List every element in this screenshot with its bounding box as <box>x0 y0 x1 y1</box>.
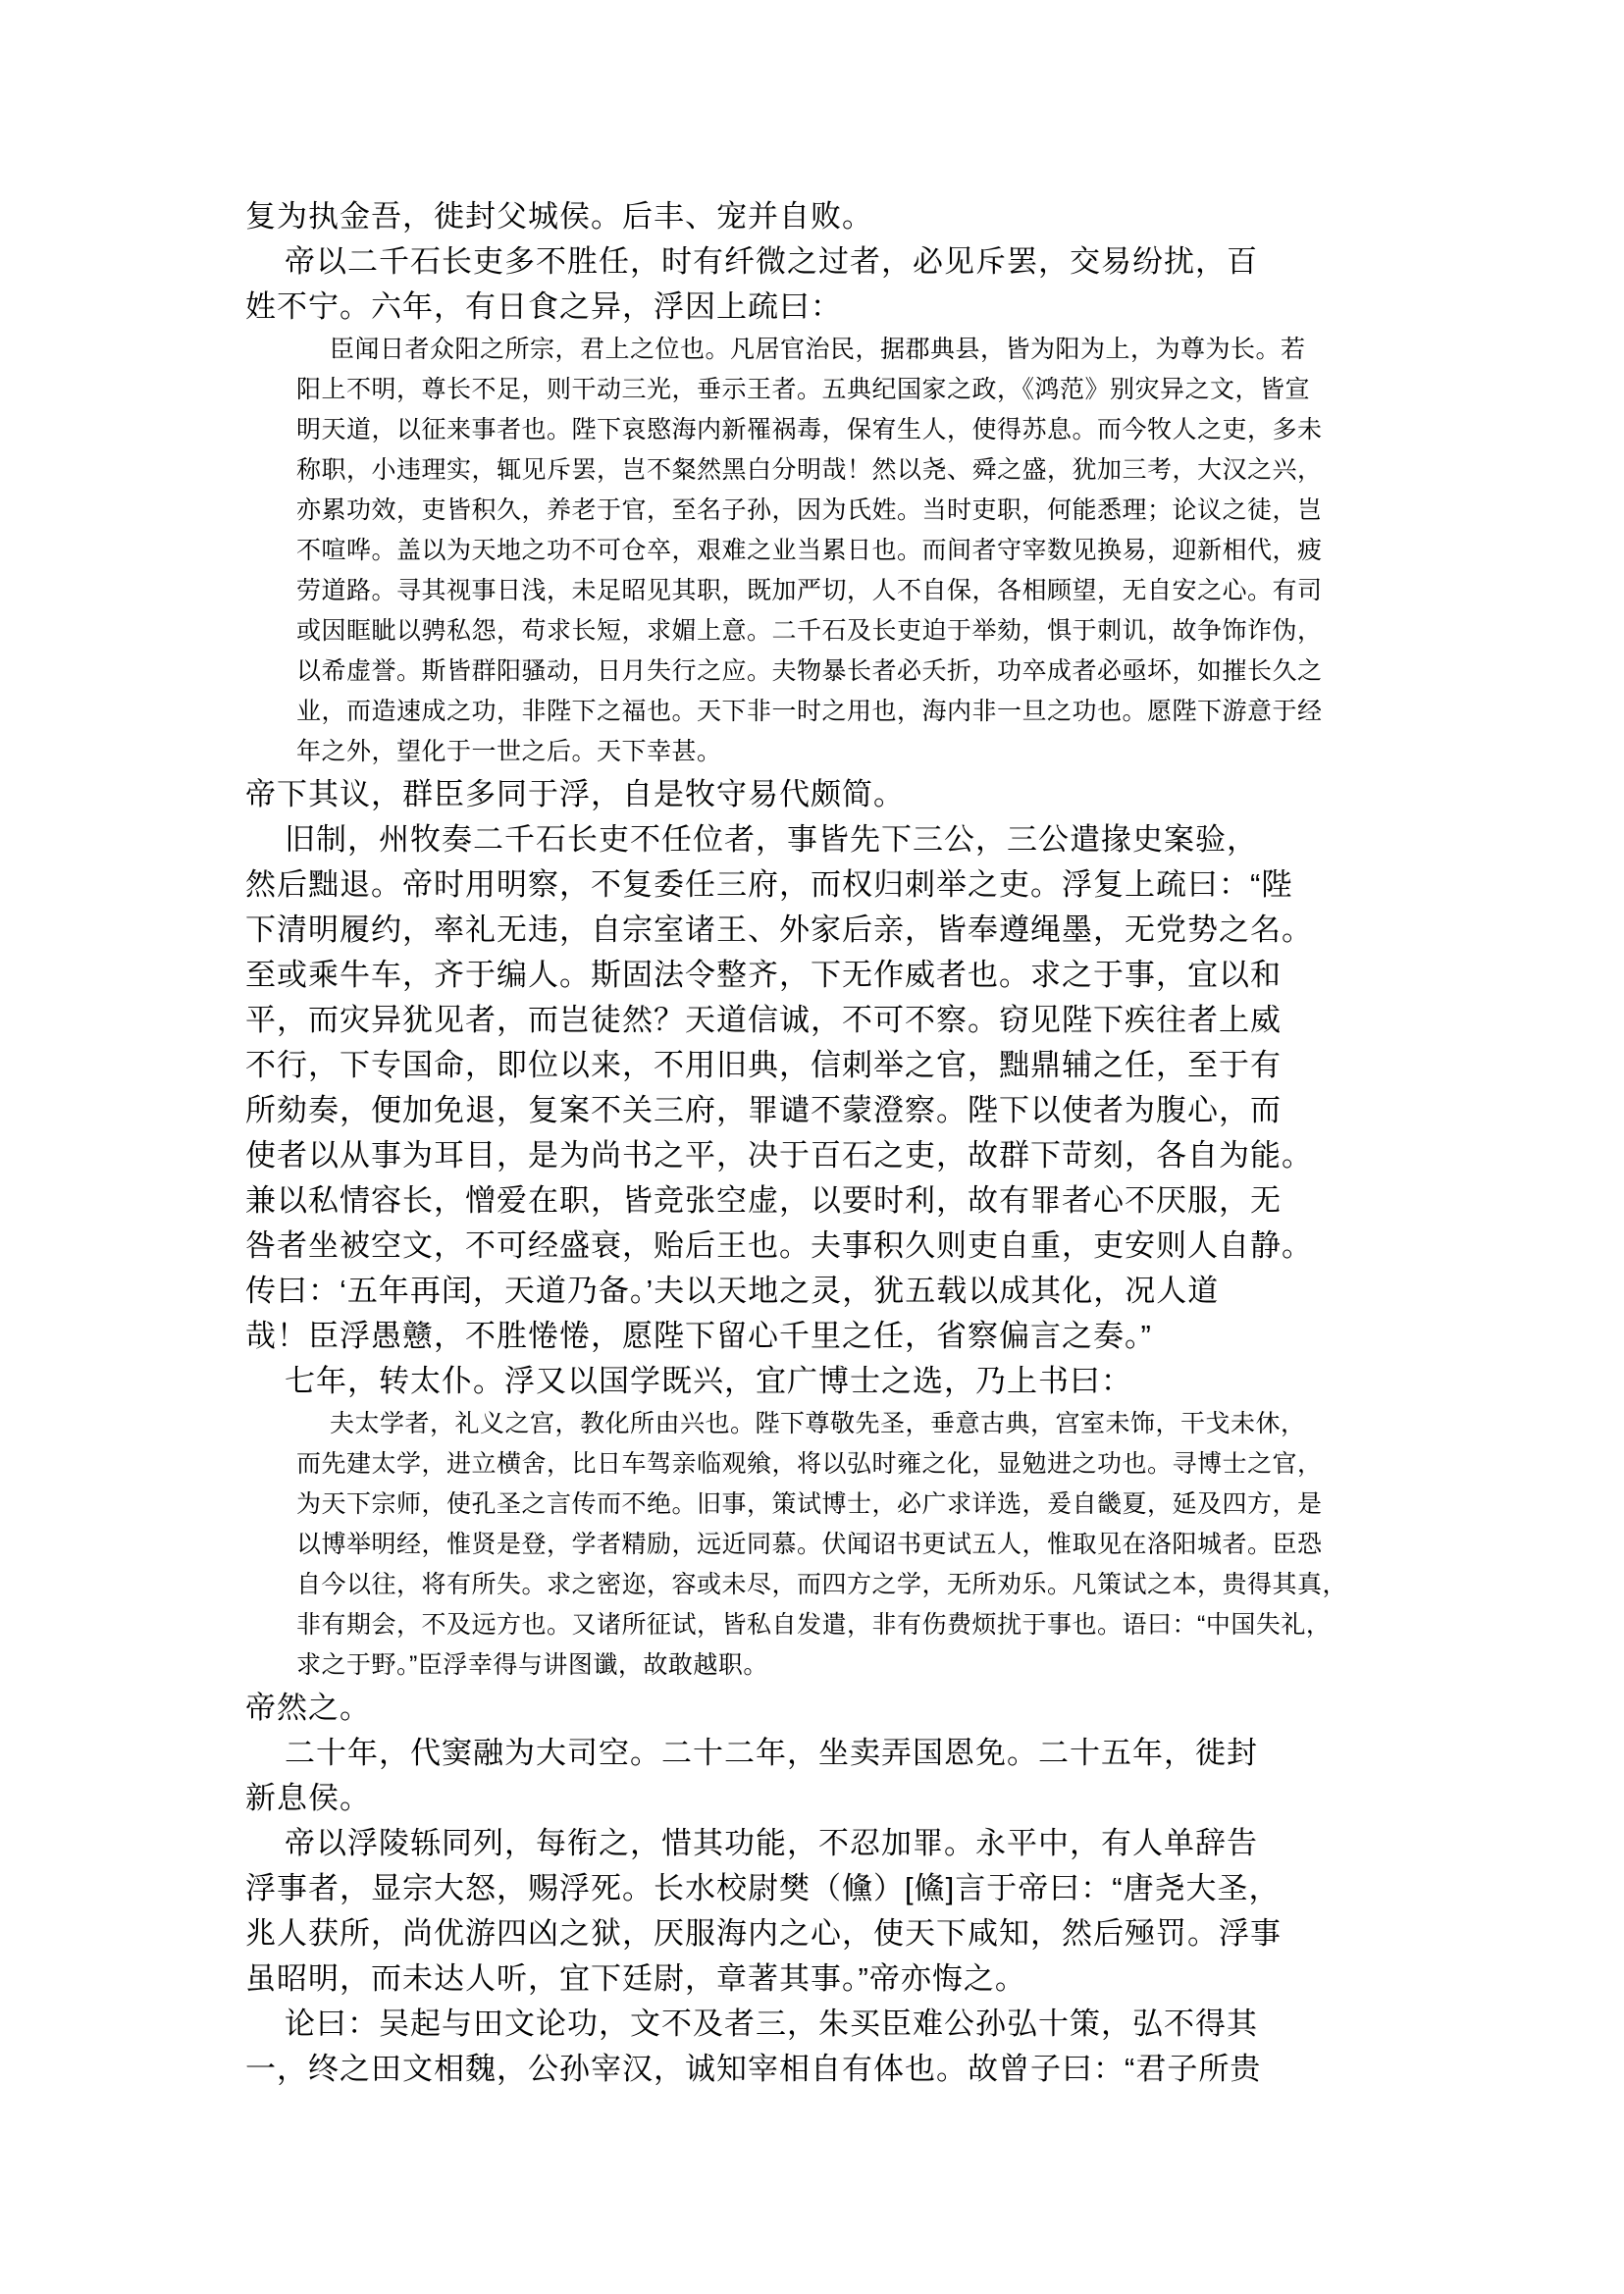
paragraph <box>245 194 1413 239</box>
text-line: 夫太学者，礼义之宫，教化所由兴也。陛下尊敬先圣，垂意古典，宫室未饰，干戈未休， <box>330 1410 1306 1437</box>
text-line: 年之外，望化于一世之后。天下幸甚。 <box>296 738 722 765</box>
text-line: 不行，下专国命，即位以来，不用旧典，信刺举之官，黜鼎辅之任，至于有 <box>245 1048 1282 1082</box>
text-line: 虽昭明，而未达人听，宜下廷尉，章著其事。”帝亦悔之。 <box>245 1961 1026 1996</box>
text-line: 姓不宁。六年，有日食之异，浮因上疏曰： <box>245 289 842 324</box>
text-line: 平，而灾异犹见者，而岂徒然？天道信诚，不可不察。窃见陛下疾往者上威 <box>245 1003 1282 1037</box>
text-line: 阳上不明，尊长不足，则干动三光，垂示王者。五典纪国家之政，《鸿范》别灾异之文，皆宣 <box>296 376 1311 403</box>
text-line: 咎者坐被空文，不可经盛衰，贻后王也。夫事积久则吏自重，吏安则人自静。 <box>245 1228 1313 1263</box>
text-line: 业，而造速成之功，非陛下之福也。天下非一时之用也，海内非一旦之功也。愿陛下游意于经 <box>296 698 1323 725</box>
text-line: 帝然之。 <box>245 1691 371 1725</box>
text-line: 复为执金吾，徙封父城侯。后丰、宠并自败。 <box>245 199 873 234</box>
text-line: 传曰：‘五年再闰，天道乃备。’夫以天地之灵，犹五载以成其化，况人道 <box>245 1274 1220 1308</box>
paragraph <box>245 239 1413 330</box>
paragraph <box>245 1359 1413 1404</box>
text-line: 旧制，州牧奏二千石长吏不任位者，事皆先下三公，三公遣掾史案验， <box>285 822 1258 857</box>
text-line: 非有期会，不及远方也。又诸所征试，皆私自发遣，非有伤费烦扰于事也。语曰：“中国失礼， <box>296 1611 1332 1639</box>
text-line: 帝以浮陵轹同列，每衔之，惜其功能，不忍加罪。永平中，有人单辞告 <box>285 1826 1258 1860</box>
text-line: 新息侯。 <box>245 1781 371 1815</box>
text-line: 然后黜退。帝时用明察，不复委任三府，而权归刺举之吏。浮复上疏曰：“陛 <box>245 867 1293 902</box>
text-line: 求之于野。”臣浮幸得与讲图谶，故敢越职。 <box>296 1651 768 1679</box>
text-line: 自今以往，将有所失。求之密迩，容或未尽，而四方之学，无所劝乐。凡策试之本，贵得其真， <box>296 1571 1348 1598</box>
paragraph <box>245 1686 1413 1731</box>
text-line: 下清明履约，率礼无违，自宗室诸王、外家后亲，皆奉遵绳墨，无党势之名。 <box>245 912 1313 947</box>
text-line: 为天下宗师，使孔圣之言传而不绝。旧事，策试博士，必广求详选，爰自畿夏，延及四方，是 <box>296 1490 1323 1518</box>
text-line: 至或乘牛车，齐于编人。斯固法令整齐，下无作威者也。求之于事，宜以和 <box>245 958 1282 992</box>
quote-block <box>296 330 1413 772</box>
text-line: 使者以从事为耳目，是为尚书之平，决于百石之吏，故群下苛刻，各自为能。 <box>245 1138 1313 1173</box>
text-line: 哉！臣浮愚戆，不胜惓惓，愿陛下留心千里之任，省察偏言之奏。” <box>245 1319 1152 1353</box>
text-line: 亦累功效，吏皆积久，养老于官，至名子孙，因为氏姓。当时吏职，何能悉理；论议之徒，岂 <box>296 496 1323 524</box>
paragraph <box>245 1821 1413 2002</box>
paragraph <box>245 772 1413 817</box>
quote-block <box>296 1404 1413 1686</box>
text-line: 或因眶眦以骋私怨，苟求长短，求媚上意。二千石及长吏迫于举劾，惧于刺讥，故争饰诈伪， <box>296 617 1323 645</box>
text-line: 帝以二千石长吏多不胜任，时有纤微之过者，必见斥罢，交易纷扰，百 <box>285 244 1258 279</box>
text-line: 臣闻日者众阳之所宗，君上之位也。凡居官治民，据郡典县，皆为阳为上，为尊为长。若 <box>330 336 1306 363</box>
text-line: 明天道，以征来事者也。陛下哀愍海内新罹祸毒，保宥生人，使得苏息。而今牧人之吏，多未 <box>296 416 1323 443</box>
text-line: 所劾奏，便加免退，复案不关三府，罪谴不蒙澄察。陛下以使者为腹心，而 <box>245 1093 1282 1127</box>
paragraph <box>245 817 1413 1359</box>
text-line: 论曰：吴起与田文论功，文不及者三，朱买臣难公孙弘十策，弘不得其 <box>285 2007 1258 2041</box>
text-line: 帝下其议，群臣多同于浮，自是牧守易代颇简。 <box>245 777 905 811</box>
text-line: 不喧哗。盖以为天地之功不可仓卒，艰难之业当累日也。而间者守宰数见换易，迎新相代，疲 <box>296 537 1323 564</box>
text-line: 兆人获所，尚优游四凶之狱，厌服海内之心，使天下咸知，然后殛罚。浮事 <box>245 1916 1282 1951</box>
document-content <box>245 194 1413 2092</box>
paragraph <box>245 2002 1413 2092</box>
text-line: 浮事者，显宗大怒，赐浮死。长水校尉樊（儵）[鯈]言于帝曰：“唐尧大圣， <box>245 1871 1281 1905</box>
paragraph <box>245 1731 1413 1821</box>
text-line: 而先建太学，进立横舍，比日车驾亲临观飨，将以弘时雍之化，显勉进之功也。寻博士之官， <box>296 1450 1323 1478</box>
text-line: 兼以私情容长，憎爱在职，皆竞张空虚，以要时利，故有罪者心不厌服，无 <box>245 1183 1282 1218</box>
text-line: 七年，转太仆。浮又以国学既兴，宜广博士之选，乃上书曰： <box>285 1364 1132 1398</box>
text-line: 称职，小违理实，辄见斥罢，岂不粲然黑白分明哉！然以尧、舜之盛，犹加三考，大汉之兴， <box>296 456 1323 484</box>
text-line: 以希虚誉。斯皆群阳骚动，日月失行之应。夫物暴长者必夭折，功卒成者必亟坏，如摧长久之 <box>296 657 1323 685</box>
text-line: 劳道路。寻其视事日浅，未足昭见其职，既加严切，人不自保，各相顾望，无自安之心。有司 <box>296 577 1323 604</box>
text-line: 二十年，代窦融为大司空。二十二年，坐卖弄国恩免。二十五年，徙封 <box>285 1736 1258 1770</box>
text-line: 一，终之田文相魏，公孙宰汉，诚知宰相自有体也。故曾子曰：“君子所贵 <box>245 2052 1262 2086</box>
text-line: 以博举明经，惟贤是登，学者精励，远近同慕。伏闻诏书更试五人，惟取见在洛阳城者。臣恐 <box>296 1531 1323 1558</box>
